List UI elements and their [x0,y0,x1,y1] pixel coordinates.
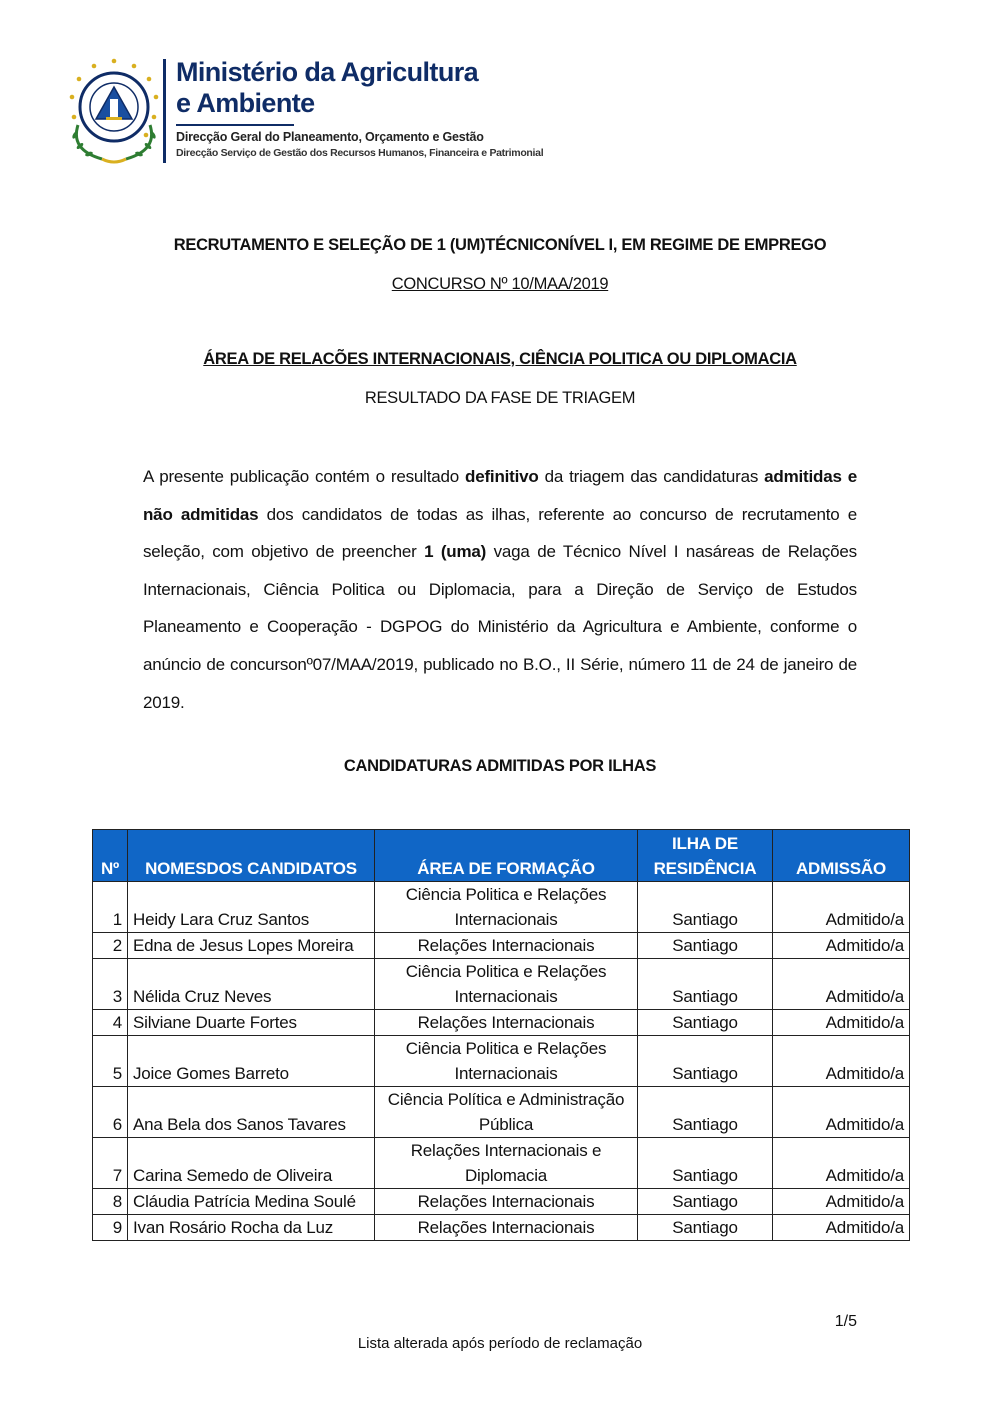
cell-ilha: Santiago [638,959,773,1010]
coat-of-arms-emblem [62,55,166,167]
direction-general: Direcção Geral do Planeamento, Orçamento e Gestão [176,130,484,144]
cell-num: 3 [93,959,128,1010]
document-title: RECRUTAMENTO E SELEÇÃO DE 1 (UM)TÉCNICONÍVEL I, EM REGIME DE EMPREGO [173,236,827,254]
intro-bold-2: admitidas e não admitidas [143,467,857,524]
intro-text-2: da triagem das candidaturas [538,467,765,486]
resultado-title: RESULTADO DA FASE DE TRIAGEM [364,389,636,407]
cell-num: 6 [93,1087,128,1138]
table-row [93,1189,910,1215]
cell-num: 9 [93,1215,128,1241]
cell-nome: Carina Semedo de Oliveira [128,1138,375,1189]
cell-ilha: Santiago [638,1189,773,1215]
table-row [93,1010,910,1036]
ministry-name-line2: e Ambiente [176,88,315,118]
table-row [93,882,910,933]
header-num: Nº [93,830,128,882]
table-row [93,1087,910,1138]
cell-num: 1 [93,882,128,933]
cell-admissao: Admitido/a [773,1189,910,1215]
cell-nome: Ivan Rosário Rocha da Luz [128,1215,375,1241]
cell-nome: Cláudia Patrícia Medina Soulé [128,1189,375,1215]
header-area: ÁREA DE FORMAÇÃO [375,830,638,882]
table-row [93,959,910,1010]
cell-nome: Edna de Jesus Lopes Moreira [128,933,375,959]
cell-area: Relações Internacionais [375,1215,638,1241]
header-divider [163,59,166,163]
cell-area: Relações Internacionais [375,1189,638,1215]
cell-admissao: Admitido/a [773,1010,910,1036]
cell-ilha: Santiago [638,1138,773,1189]
ministry-name [176,57,478,119]
table-header-row [93,830,910,882]
header [62,55,544,175]
cell-area: Relações Internacionais e Diplomacia [375,1138,638,1189]
cell-admissao: Admitido/a [773,933,910,959]
cell-ilha: Santiago [638,1036,773,1087]
cell-num: 2 [93,933,128,959]
cell-admissao: Admitido/a [773,1087,910,1138]
cell-ilha: Santiago [638,1087,773,1138]
intro-text-4: vaga de Técnico Nível I nasáreas de Relações Internacionais, Ciência Politica ou Diplomacia, para a Direção de Serviço de Estudos Planeamento e Cooperação - DGPOG do Ministério da Agricultura e Ambiente, conforme o anúncio de concursonº07/MAA/2019, publicado no B.O., II Série, número 11 de 24 de janeiro de 2019. [143,542,857,712]
intro-text-1: A presente publicação contém o resultado [143,467,466,486]
concurso-number: CONCURSO Nº 10/MAA/2019 [391,275,609,293]
cell-admissao: Admitido/a [773,1215,910,1241]
footer-note: Lista alterada após período de reclamação [357,1335,643,1352]
candidates-table [92,829,910,1241]
cell-num: 8 [93,1189,128,1215]
cell-nome: Silviane Duarte Fortes [128,1010,375,1036]
cell-admissao: Admitido/a [773,1138,910,1189]
cell-admissao: Admitido/a [773,1036,910,1087]
cell-ilha: Santiago [638,1010,773,1036]
cell-num: 4 [93,1010,128,1036]
cell-area: Ciência Politica e Relações Internacionais [375,1036,638,1087]
header-rule [176,124,294,126]
table-row [93,1138,910,1189]
area-title: ÁREA DE RELACÕES INTERNACIONAIS, CIÊNCIA POLITICA OU DIPLOMACIA [203,350,797,368]
cell-admissao: Admitido/a [773,959,910,1010]
cell-area: Relações Internacionais [375,1010,638,1036]
direction-service: Direcção Serviço de Gestão dos Recursos Humanos, Financeira e Patrimonial [176,147,544,159]
cell-area: Ciência Politica e Relações Internacionais [375,959,638,1010]
cell-admissao: Admitido/a [773,882,910,933]
header-admissao: ADMISSÃO [773,830,910,882]
intro-bold-1: definitivo [465,467,539,486]
cell-area: Ciência Politica e Relações Internacionais [375,882,638,933]
intro-paragraph [143,458,857,721]
cell-area: Ciência Política e Administração Pública [375,1087,638,1138]
cell-ilha: Santiago [638,882,773,933]
candidaturas-title: CANDIDATURAS ADMITIDAS POR ILHAS [343,757,657,775]
cell-nome: Joice Gomes Barreto [128,1036,375,1087]
ministry-name-line1: Ministério da Agricultura [176,57,479,87]
header-nome: NOMESDOS CANDIDATOS [128,830,375,882]
page-number: 1/5 [834,1313,857,1330]
cell-nome: Ana Bela dos Sanos Tavares [128,1087,375,1138]
table-row [93,1036,910,1087]
intro-text-3: dos candidatos de todas as ilhas, referente ao concurso de recrutamento e seleção, com objetivo de preencher [143,504,858,562]
header-ilha: ILHA DE RESIDÊNCIA [638,830,773,882]
cell-num: 5 [93,1036,128,1087]
table-row [93,1215,910,1241]
cell-nome: Nélida Cruz Neves [128,959,375,1010]
cell-num: 7 [93,1138,128,1189]
intro-bold-3: 1 (uma) [424,542,487,562]
cell-ilha: Santiago [638,933,773,959]
cell-ilha: Santiago [638,1215,773,1241]
cell-nome: Heidy Lara Cruz Santos [128,882,375,933]
cell-area: Relações Internacionais [375,933,638,959]
table-row [93,933,910,959]
